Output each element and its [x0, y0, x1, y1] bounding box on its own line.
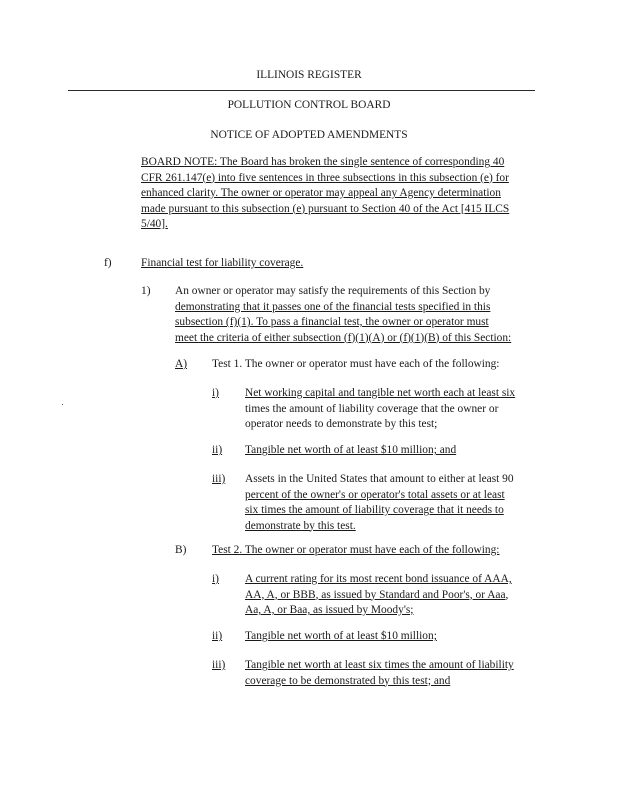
test-b-item-iii-line: Tangible net worth at least six times the amount of liability [245, 659, 514, 671]
test-a-label: A) [175, 358, 188, 370]
item-1-line: demonstrating that it passes one of the financial tests specified in this [175, 300, 491, 313]
subsection-f-label: f) [104, 257, 112, 269]
test-b-item-iii-label: iii) [212, 659, 226, 671]
item-1-line: meet the criteria of either subsection (f)(1)(A) or (f)(1)(B) of this Section: [175, 331, 512, 344]
test-b-item-i-line: AA, A, or BBB, as issued by Standard and Poor's, or Aaa, [245, 588, 509, 601]
board-note-line: BOARD NOTE: The Board has broken the single sentence of corresponding 40 [141, 156, 505, 168]
test-a-item-iii-line: percent of the owner's or operator's total assets or at least [245, 488, 505, 501]
test-b-item-ii-label: ii) [212, 630, 223, 642]
test-a-item-iii-line: demonstrate by this test. [245, 519, 356, 532]
subsection-f-text: Financial test for liability coverage. [141, 257, 304, 269]
item-1-line: subsection (f)(1). To pass a financial test, the owner or operator must [175, 316, 489, 328]
test-a-item-i-line: Net working capital and tangible net worth each at least six [245, 387, 516, 399]
register-title: ILLINOIS REGISTER [256, 69, 362, 81]
board-note-line: CFR 261.147(e) into five sentences in three subsections in this subsection (e) for [141, 171, 509, 184]
test-a-item-i-line: operator needs to demonstrate by this test; [245, 418, 438, 430]
board-title: POLLUTION CONTROL BOARD [227, 99, 391, 111]
test-a-item-iii-label: iii) [212, 473, 226, 485]
notice-title: NOTICE OF ADOPTED AMENDMENTS [210, 129, 408, 141]
test-b-label: B) [175, 544, 187, 556]
test-a-item-iii-line: Assets in the United States that amount to either at least 90 [245, 473, 514, 485]
test-b-item-i-label: i) [212, 573, 219, 585]
item-1-label: 1) [141, 285, 151, 297]
test-a-item-ii-line: Tangible net worth of at least $10 million; and [245, 444, 457, 456]
test-a-item-i-line: times the amount of liability coverage that the owner or [245, 402, 499, 415]
test-b-text: Test 2. The owner or operator must have each of the following: [212, 544, 500, 556]
test-b-item-ii-line: Tangible net worth of at least $10 million; [245, 630, 437, 642]
test-b-item-i-line: A current rating for its most recent bond issuance of AAA, [245, 573, 512, 585]
header-rule [68, 90, 535, 91]
scan-speck [62, 404, 63, 405]
board-note-line: 5/40]. [141, 218, 168, 230]
test-a-text: Test 1. The owner or operator must have each of the following: [212, 358, 500, 370]
board-note-line: made pursuant to this subsection (e) pursuant to Section 40 of the Act [415 ILCS [141, 202, 510, 215]
test-b-item-iii-line: coverage to be demonstrated by this test; and [245, 674, 451, 687]
test-a-item-i-label: i) [212, 387, 219, 399]
test-a-item-ii-label: ii) [212, 444, 223, 456]
board-note-line: enhanced clarity. The owner or operator may appeal any Agency determination [141, 187, 501, 199]
test-b-item-i-line: Aa, A, or Baa, as issued by Moody's; [245, 604, 414, 616]
test-a-item-iii-line: six times the amount of liability coverage that it needs to [245, 504, 504, 516]
item-1-line: An owner or operator may satisfy the requirements of this Section by [175, 285, 491, 297]
